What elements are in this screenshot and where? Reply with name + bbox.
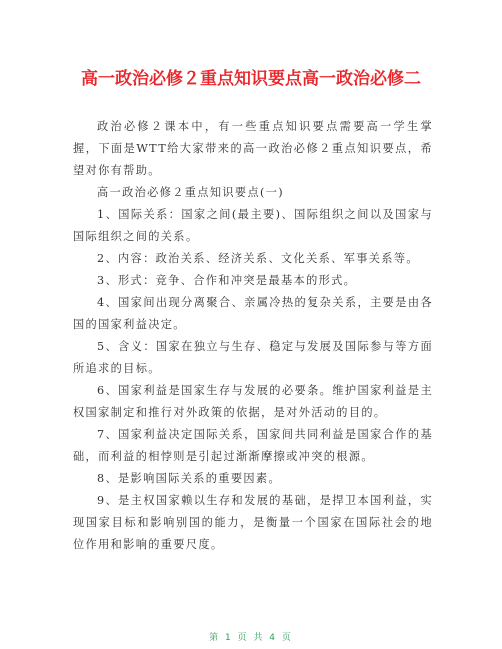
point-paragraph-6: 6、国家利益是国家生存与发展的必要条。维护国家利益是主权国家制定和推行对外政策的依据，是对外活动的目的。 <box>73 384 433 419</box>
point-paragraph-5: 5、含义：国家在独立与生存、稳定与发展及国际参与等方面所追求的目标。 <box>73 340 433 375</box>
document-title: 高一政治必修２重点知识要点高一政治必修二 <box>81 69 421 89</box>
document-body <box>73 116 433 556</box>
point-paragraph-2: 2、内容：政治关系、经济关系、文化关系、军事关系等。 <box>97 252 419 265</box>
point-paragraph-1: 1、国际关系：国家之间(最主要)、国际组织之间以及国家与国际组织之间的关系。 <box>73 208 433 243</box>
point-paragraph-3: 3、形式：竞争、合作和冲突是最基本的形式。 <box>97 274 357 287</box>
section-heading: 高一政治必修２重点知识要点(一) <box>97 186 284 199</box>
point-paragraph-9: 9、是主权国家赖以生存和发展的基础，是捍卫本国利益，实现国家目标和影响别国的能力，是衡量一个国家在国际社会的地位作用和影响的重要尺度。 <box>73 494 433 551</box>
point-paragraph-4: 4、国家间出现分离聚合、亲属冷热的复杂关系，主要是由各国的国家利益决定。 <box>73 296 433 331</box>
page-number-footer: 第 1 页 共 4 页 <box>209 633 293 643</box>
intro-paragraph: 政治必修２课本中，有一些重点知识要点需要高一学生掌握，下面是WTT给大家带来的高一政治必修２重点知识要点，希望对你有帮助。 <box>73 120 433 177</box>
point-paragraph-7: 7、国家利益决定国际关系，国家间共同利益是国家合作的基础，而利益的相悖则是引起过渐渐摩擦或冲突的根源。 <box>73 428 433 463</box>
point-paragraph-8: 8、是影响国际关系的重要因素。 <box>97 472 281 485</box>
